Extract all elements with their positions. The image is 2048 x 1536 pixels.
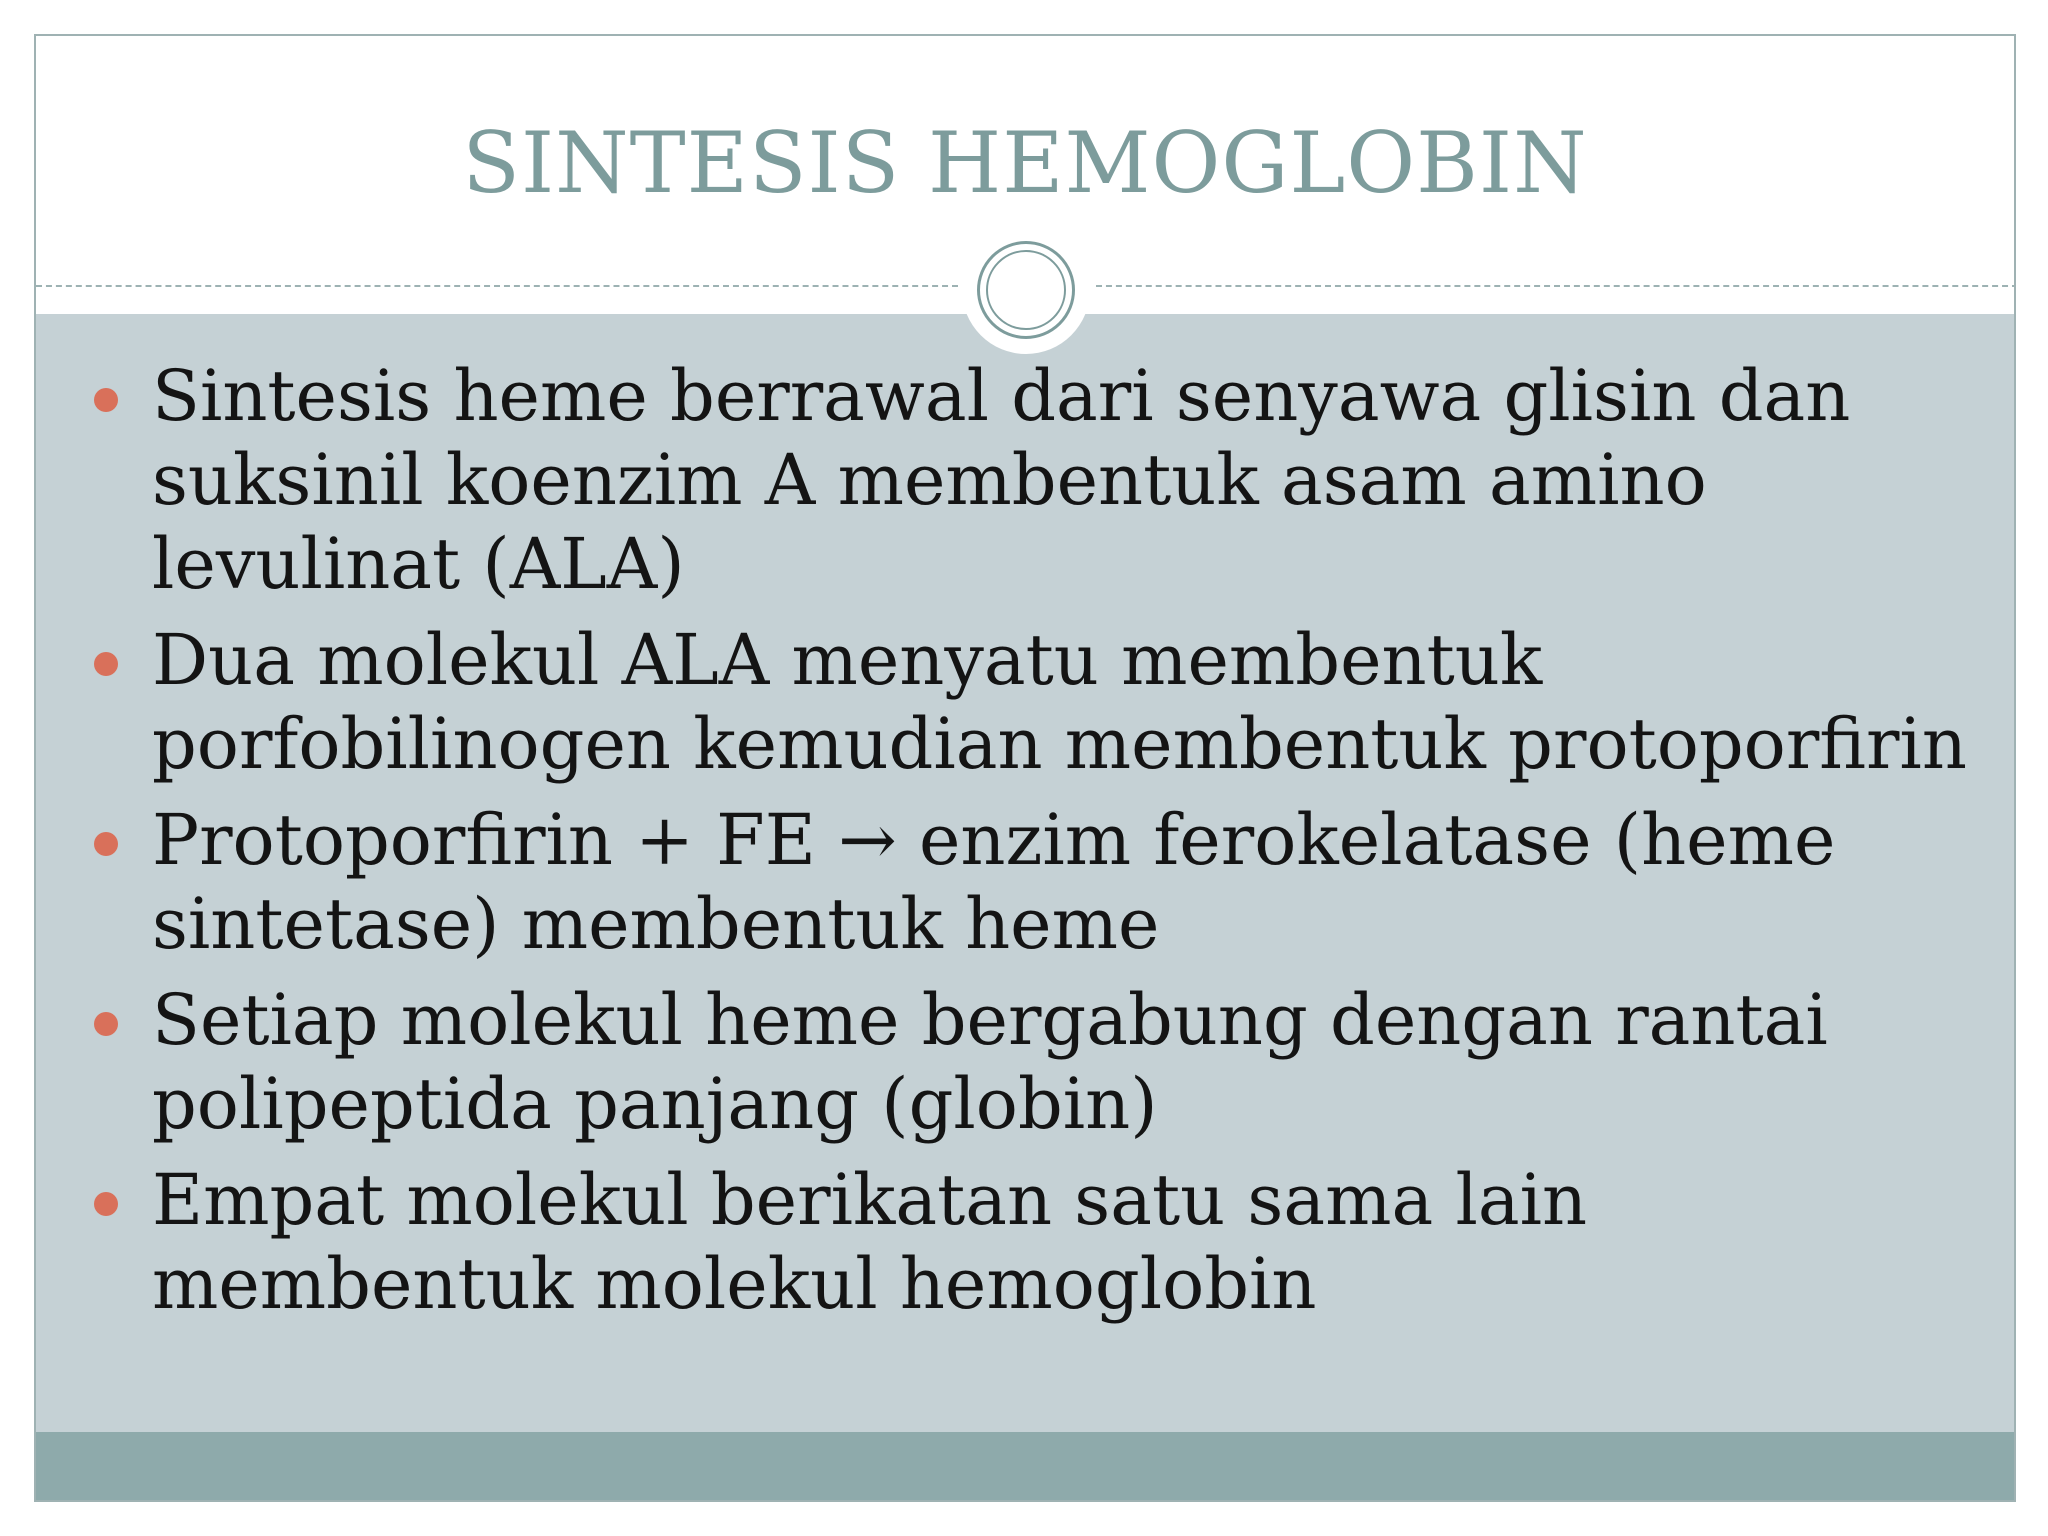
- bullet-text: Dua molekul ALA menyatu membentuk porfobilinogen kemudian membentuk protoporfirin: [152, 619, 1967, 785]
- slide-title: SINTESIS HEMOGLOBIN: [462, 114, 1588, 212]
- circle-bullet-icon: [94, 832, 118, 856]
- bullet-text: Setiap molekul heme bergabung dengan rantai polipeptida panjang (globin): [152, 979, 1828, 1145]
- bullet-item: [36, 354, 2014, 606]
- circle-bullet-icon: [94, 388, 118, 412]
- footer-band: [36, 1432, 2014, 1502]
- bullet-text: Sintesis heme berrawal dari senyawa glisin dan suksinil koenzim A membentuk asam amino levulinat (ALA): [152, 355, 1851, 605]
- circle-bullet-icon: [94, 652, 118, 676]
- divider-left: [36, 285, 958, 287]
- bullet-list: [36, 354, 2014, 1338]
- circle-bullet-icon: [94, 1012, 118, 1036]
- ornament-inner-ring: [986, 250, 1066, 330]
- bullet-text: Protoporfirin + FE → enzim ferokelatase (heme sintetase) membentuk heme: [152, 799, 1836, 965]
- bullet-item: [36, 618, 2014, 786]
- bullet-text: Empat molekul berikatan satu sama lain membentuk molekul hemoglobin: [152, 1159, 1588, 1325]
- bullet-item: [36, 798, 2014, 966]
- divider-right: [1096, 285, 2016, 287]
- circle-bullet-icon: [94, 1192, 118, 1216]
- slide: [34, 34, 2016, 1502]
- double-ring-ornament-icon: [962, 226, 1090, 354]
- bullet-item: [36, 978, 2014, 1146]
- bullet-item: [36, 1158, 2014, 1326]
